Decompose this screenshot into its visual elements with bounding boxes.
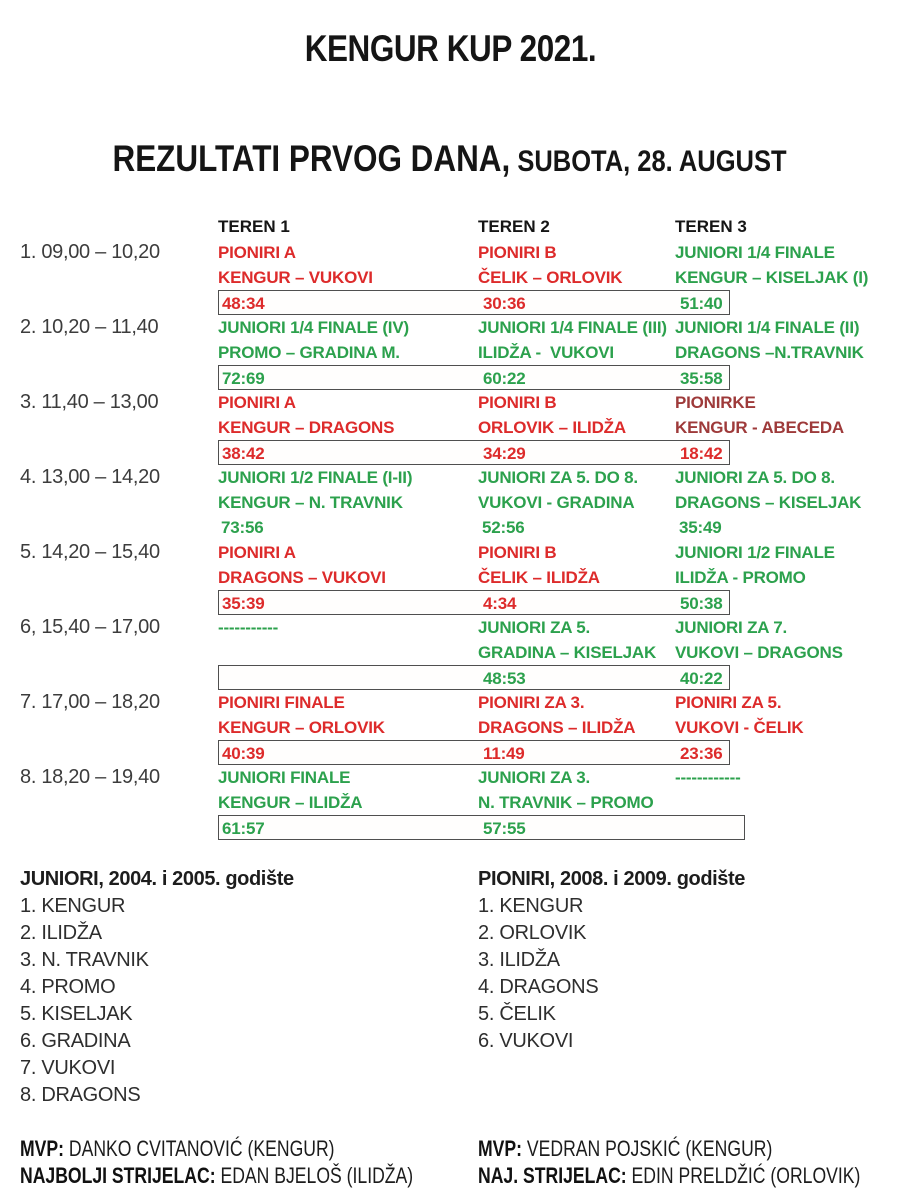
game-matchup: PROMO – GRADINA M. xyxy=(218,343,400,362)
game-matchup: ORLOVIK – ILIDŽA xyxy=(478,418,626,437)
game-matchup: ILIDŽA - VUKOVI xyxy=(478,343,614,362)
game-matchup: GRADINA – KISELJAK xyxy=(478,643,657,662)
standings-item: 8. DRAGONS xyxy=(20,1084,141,1106)
standings-item: 4. PROMO xyxy=(20,976,116,998)
game-category: PIONIRI FINALE xyxy=(218,693,345,712)
score-box xyxy=(218,590,730,615)
schedule-row-4 xyxy=(20,465,900,540)
standings-item: 6. GRADINA xyxy=(20,1030,131,1052)
game-score: 18:42 xyxy=(680,444,723,463)
court-header-3: TEREN 3 xyxy=(675,217,747,236)
game-matchup: KENGUR – VUKOVI xyxy=(218,268,373,287)
subtitle-date: SUBOTA, 28. AUGUST xyxy=(510,145,788,178)
game-matchup: KENGUR – ILIDŽA xyxy=(218,793,363,812)
game-matchup: DRAGONS – KISELJAK xyxy=(675,493,862,512)
game-category: JUNIORI ZA 5. DO 8. xyxy=(675,468,835,487)
game-matchup: VUKOVI - ČELIK xyxy=(675,718,804,737)
game-matchup: DRAGONS –N.TRAVNIK xyxy=(675,343,864,362)
game-category: JUNIORI 1/4 FINALE (IV) xyxy=(218,318,409,337)
game-matchup: KENGUR – DRAGONS xyxy=(218,418,395,437)
schedule-row-8 xyxy=(20,765,900,840)
game-category: JUNIORI 1/2 FINALE xyxy=(675,543,835,562)
game-score: 35:39 xyxy=(222,594,265,613)
game-matchup: ILIDŽA - PROMO xyxy=(675,568,806,587)
standings-item: 7. VUKOVI xyxy=(20,1057,116,1079)
game-score xyxy=(219,666,480,691)
court-header-2: TEREN 2 xyxy=(478,217,550,236)
schedule-row-2 xyxy=(20,315,900,390)
game-score: 38:42 xyxy=(222,444,265,463)
schedule-row-5 xyxy=(20,540,900,615)
game-score: 35:58 xyxy=(680,369,723,388)
court-header-row xyxy=(20,214,900,240)
standings-item: 2. ILIDŽA xyxy=(20,922,102,944)
game-category: JUNIORI 1/4 FINALE (III) xyxy=(478,318,667,337)
game-score: 34:29 xyxy=(483,444,526,463)
schedule-row-1 xyxy=(20,240,900,315)
standings-item: 5. KISELJAK xyxy=(20,1003,133,1025)
score-box xyxy=(218,290,730,315)
game-score: 73:56 xyxy=(221,518,264,537)
top-scorer-name: EDAN BJELOŠ (ILIDŽA) xyxy=(215,1163,414,1188)
game-category: JUNIORI 1/4 FINALE xyxy=(675,243,835,262)
top-scorer-label: NAJ. STRIJELAC: xyxy=(478,1163,627,1188)
game-score: 48:53 xyxy=(483,669,526,688)
game-matchup: KENGUR – N. TRAVNIK xyxy=(218,493,403,512)
game-matchup: DRAGONS – ILIDŽA xyxy=(478,718,636,737)
standings-item: 1. KENGUR xyxy=(478,895,584,917)
game-score: 72:69 xyxy=(222,369,265,388)
game-category: PIONIRI B xyxy=(478,543,557,562)
mvp-label: MVP: xyxy=(20,1136,64,1161)
game-score: 50:38 xyxy=(680,594,723,613)
game-category: JUNIORI 1/2 FINALE (I-II) xyxy=(218,468,413,487)
standings-item: 2. ORLOVIK xyxy=(478,922,587,944)
game-category: JUNIORI ZA 3. xyxy=(478,768,591,787)
score-box xyxy=(218,365,730,390)
time-slot: 1. 09,00 – 10,20 xyxy=(20,241,160,263)
court-header-1: TEREN 1 xyxy=(218,217,290,236)
game-category: JUNIORI ZA 5. xyxy=(478,618,591,637)
game-category: PIONIRI B xyxy=(478,243,557,262)
game-matchup xyxy=(218,640,478,665)
game-category: PIONIRI B xyxy=(478,393,557,412)
top-scorer-label: NAJBOLJI STRIJELAC: xyxy=(20,1163,216,1188)
game-matchup: VUKOVI - GRADINA xyxy=(478,493,635,512)
time-slot: 2. 10,20 – 11,40 xyxy=(20,316,159,338)
standings-item: 1. KENGUR xyxy=(20,895,126,917)
standings-item: 4. DRAGONS xyxy=(478,976,599,998)
game-category: JUNIORI ZA 7. xyxy=(675,618,788,637)
game-score: 23:36 xyxy=(680,744,723,763)
game-category: PIONIRKE xyxy=(675,393,756,412)
schedule-row-6 xyxy=(20,615,900,690)
game-matchup: DRAGONS – VUKOVI xyxy=(218,568,386,587)
time-slot: 8. 18,20 – 19,40 xyxy=(20,766,160,788)
game-score: 30:36 xyxy=(483,294,526,313)
standings-item: 3. ILIDŽA xyxy=(478,949,560,971)
time-slot: 6, 15,40 – 17,00 xyxy=(20,616,160,638)
game-score: 40:39 xyxy=(222,744,265,763)
mvp-name: DANKO CVITANOVIĆ (KENGUR) xyxy=(64,1136,335,1161)
score-box xyxy=(218,740,730,765)
standings-item: 3. N. TRAVNIK xyxy=(20,949,149,971)
game-score: 35:49 xyxy=(679,518,722,537)
results-table xyxy=(0,214,900,840)
mvp-name: VEDRAN POJSKIĆ (KENGUR) xyxy=(522,1136,773,1161)
page-title xyxy=(0,0,900,80)
game-category: ----------- xyxy=(218,618,279,637)
game-category: JUNIORI 1/4 FINALE (II) xyxy=(675,318,860,337)
game-category: PIONIRI A xyxy=(218,543,296,562)
score-row xyxy=(218,515,730,540)
subtitle-main: REZULTATI PRVOG DANA, xyxy=(112,138,511,179)
standings-juniori xyxy=(20,866,478,1109)
score-box xyxy=(218,440,730,465)
standings-pioniri xyxy=(478,866,900,1109)
game-score: 48:34 xyxy=(222,294,265,313)
game-matchup: KENGUR - ABECEDA xyxy=(675,418,845,437)
page-subtitle xyxy=(0,136,900,190)
awards-section xyxy=(0,1135,900,1189)
standings-item: 5. ČELIK xyxy=(478,1003,556,1025)
awards-juniori xyxy=(20,1135,478,1189)
standings-header: JUNIORI, 2004. i 2005. godište xyxy=(20,868,294,890)
game-matchup: ČELIK – ORLOVIK xyxy=(478,268,623,287)
game-score: 4:34 xyxy=(483,594,517,613)
game-category: JUNIORI ZA 5. DO 8. xyxy=(478,468,638,487)
score-box xyxy=(218,665,730,690)
game-matchup: KENGUR – ORLOVIK xyxy=(218,718,385,737)
mvp-label: MVP: xyxy=(478,1136,522,1161)
game-score: 51:40 xyxy=(680,294,723,313)
game-score: 11:49 xyxy=(483,744,525,763)
tournament-title: KENGUR KUP 2021. xyxy=(304,28,596,69)
time-slot: 3. 11,40 – 13,00 xyxy=(20,391,159,413)
game-category: PIONIRI A xyxy=(218,243,296,262)
game-matchup xyxy=(675,790,900,815)
game-matchup: VUKOVI – DRAGONS xyxy=(675,643,843,662)
game-category: PIONIRI ZA 5. xyxy=(675,693,782,712)
game-matchup: KENGUR – KISELJAK (I) xyxy=(675,268,869,287)
game-score: 60:22 xyxy=(483,369,526,388)
game-score: 57:55 xyxy=(483,819,526,838)
game-category: PIONIRI A xyxy=(218,393,296,412)
game-category: ------------ xyxy=(675,768,741,787)
time-slot: 5. 14,20 – 15,40 xyxy=(20,541,160,563)
game-matchup: N. TRAVNIK – PROMO xyxy=(478,793,654,812)
standings-section xyxy=(0,866,900,1109)
game-score: 52:56 xyxy=(482,518,525,537)
game-category: PIONIRI ZA 3. xyxy=(478,693,585,712)
score-box xyxy=(218,815,745,840)
game-score xyxy=(677,816,744,841)
standings-item: 6. VUKOVI xyxy=(478,1030,574,1052)
game-score: 61:57 xyxy=(222,819,265,838)
time-slot: 7. 17,00 – 18,20 xyxy=(20,691,160,713)
game-category: JUNIORI FINALE xyxy=(218,768,351,787)
time-slot: 4. 13,00 – 14,20 xyxy=(20,466,160,488)
game-score: 40:22 xyxy=(680,669,723,688)
game-matchup: ČELIK – ILIDŽA xyxy=(478,568,600,587)
schedule-row-7 xyxy=(20,690,900,765)
schedule-row-3 xyxy=(20,390,900,465)
awards-pioniri xyxy=(478,1135,900,1189)
standings-header: PIONIRI, 2008. i 2009. godište xyxy=(478,868,746,890)
top-scorer-name: EDIN PRELDŽIĆ (ORLOVIK) xyxy=(626,1163,861,1188)
